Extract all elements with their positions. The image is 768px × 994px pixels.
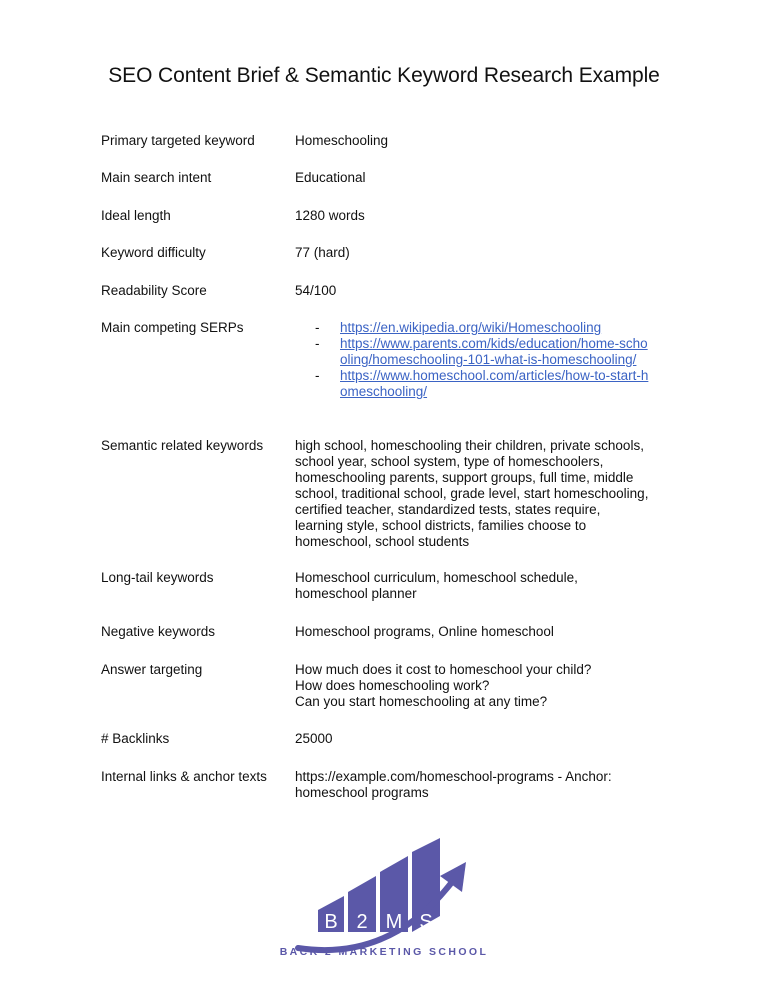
row-label: Negative keywords <box>101 624 216 639</box>
row-label: Answer targeting <box>101 662 203 677</box>
row-value: 77 (hard) <box>295 245 350 260</box>
row-value <box>295 662 650 710</box>
list-item: - https://en.wikipedia.org/wiki/Homeschooling <box>315 320 602 335</box>
logo-letter-2: 2 <box>356 911 368 933</box>
row-value: Homeschool curriculum, homeschool schedule, homeschool planner <box>295 570 578 601</box>
row-value: high school, homeschooling their children, private schools, school year, school system, type of homeschoolers, homeschooling parents, support groups, full time, middle school, traditional school, grade level, start homeschooling, certified teacher, standardized tests, states require, learning style, school districts, families choose to homeschool, school students <box>295 438 649 549</box>
row-label: Keyword difficulty <box>101 245 206 260</box>
row-value: https://example.com/homeschool-programs - Anchor: homeschool programs <box>295 769 612 800</box>
row-label: Semantic related keywords <box>101 438 264 453</box>
row-value: Homeschooling <box>295 133 389 148</box>
answer-line: Can you start homeschooling at any time? <box>295 694 548 709</box>
logo-letter-s: S <box>419 911 433 933</box>
serp-link-wikipedia[interactable]: https://en.wikipedia.org/wiki/Homeschooling <box>340 320 602 335</box>
serp-link-parents[interactable]: https://www.parents.com/kids/education/home-schooling/homeschooling-101-what-is-homeschooling/ <box>340 336 648 367</box>
row-value: 1280 words <box>295 208 365 223</box>
row-label: Internal links & anchor texts <box>101 769 267 784</box>
row-label: # Backlinks <box>101 731 170 746</box>
row-label: Readability Score <box>101 283 207 298</box>
row-label: Main competing SERPs <box>101 320 244 335</box>
page-title: SEO Content Brief & Semantic Keyword Research Example <box>108 64 660 87</box>
list-item: - https://www.homeschool.com/articles/how-to-start-homeschooling/ <box>315 368 649 399</box>
row-value: Educational <box>295 170 366 185</box>
logo-letter-m: M <box>385 911 403 933</box>
row-label: Main search intent <box>101 170 212 185</box>
serp-link-list <box>295 320 650 400</box>
row-value: 25000 <box>295 731 333 746</box>
answer-line: How much does it cost to homeschool your child? <box>295 662 592 677</box>
row-value: 54/100 <box>295 283 337 298</box>
serp-link-homeschool[interactable]: https://www.homeschool.com/articles/how-to-start-homeschooling/ <box>340 368 649 399</box>
row-label: Ideal length <box>101 208 171 223</box>
row-value <box>295 320 650 400</box>
logo-tagline: BACK 2 MARKETING SCHOOL <box>279 946 489 958</box>
answer-line: How does homeschooling work? <box>295 678 490 693</box>
row-label: Primary targeted keyword <box>101 133 255 148</box>
list-item: - https://www.parents.com/kids/education/home-schooling/homeschooling-101-what-is-homeschooling/ <box>315 336 648 367</box>
logo-letter-b: B <box>324 911 338 933</box>
row-value: Homeschool programs, Online homeschool <box>295 624 554 639</box>
row-label: Long-tail keywords <box>101 570 214 585</box>
